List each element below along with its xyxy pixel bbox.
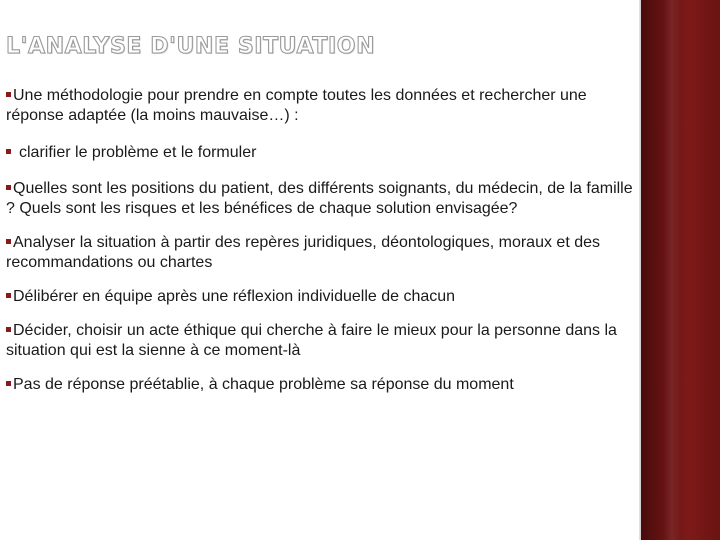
- bullet-item: [6, 179, 636, 219]
- bullet-item: [6, 321, 636, 361]
- bullet-text: Décider, choisir un acte éthique qui cherche à faire le mieux pour la personne dans la situation qui est la sienne à ce moment-là: [6, 322, 617, 359]
- side-band-sheen: [663, 0, 681, 540]
- square-bullet-icon: [6, 239, 11, 244]
- bullet-item: [6, 375, 636, 395]
- bullet-item: [6, 86, 636, 126]
- bullet-list: [6, 86, 636, 409]
- square-bullet-icon: [6, 92, 11, 97]
- bullet-text: Pas de réponse préétablie, à chaque problème sa réponse du moment: [13, 376, 514, 393]
- square-bullet-icon: [6, 381, 11, 386]
- bullet-text: Une méthodologie pour prendre en compte toutes les données et rechercher une réponse adaptée (la moins mauvaise…) :: [6, 87, 587, 124]
- bullet-item: [6, 233, 636, 273]
- square-bullet-icon: [6, 149, 11, 154]
- bullet-item: [6, 287, 636, 307]
- square-bullet-icon: [6, 185, 11, 190]
- bullet-text: Analyser la situation à partir des repères juridiques, déontologiques, moraux et des recommandations ou chartes: [6, 234, 600, 271]
- square-bullet-icon: [6, 327, 11, 332]
- bullet-text: Quelles sont les positions du patient, des différents soignants, du médecin, de la famille ? Quels sont les risques et les bénéfices de chaque solution envisagée?: [6, 180, 633, 217]
- square-bullet-icon: [6, 293, 11, 298]
- bullet-text: Délibérer en équipe après une réflexion individuelle de chacun: [13, 288, 456, 305]
- bullet-item: [6, 143, 636, 163]
- slide-title: L'ANALYSE D'UNE SITUATION: [6, 34, 376, 59]
- bullet-text: clarifier le problème et le formuler: [19, 144, 257, 161]
